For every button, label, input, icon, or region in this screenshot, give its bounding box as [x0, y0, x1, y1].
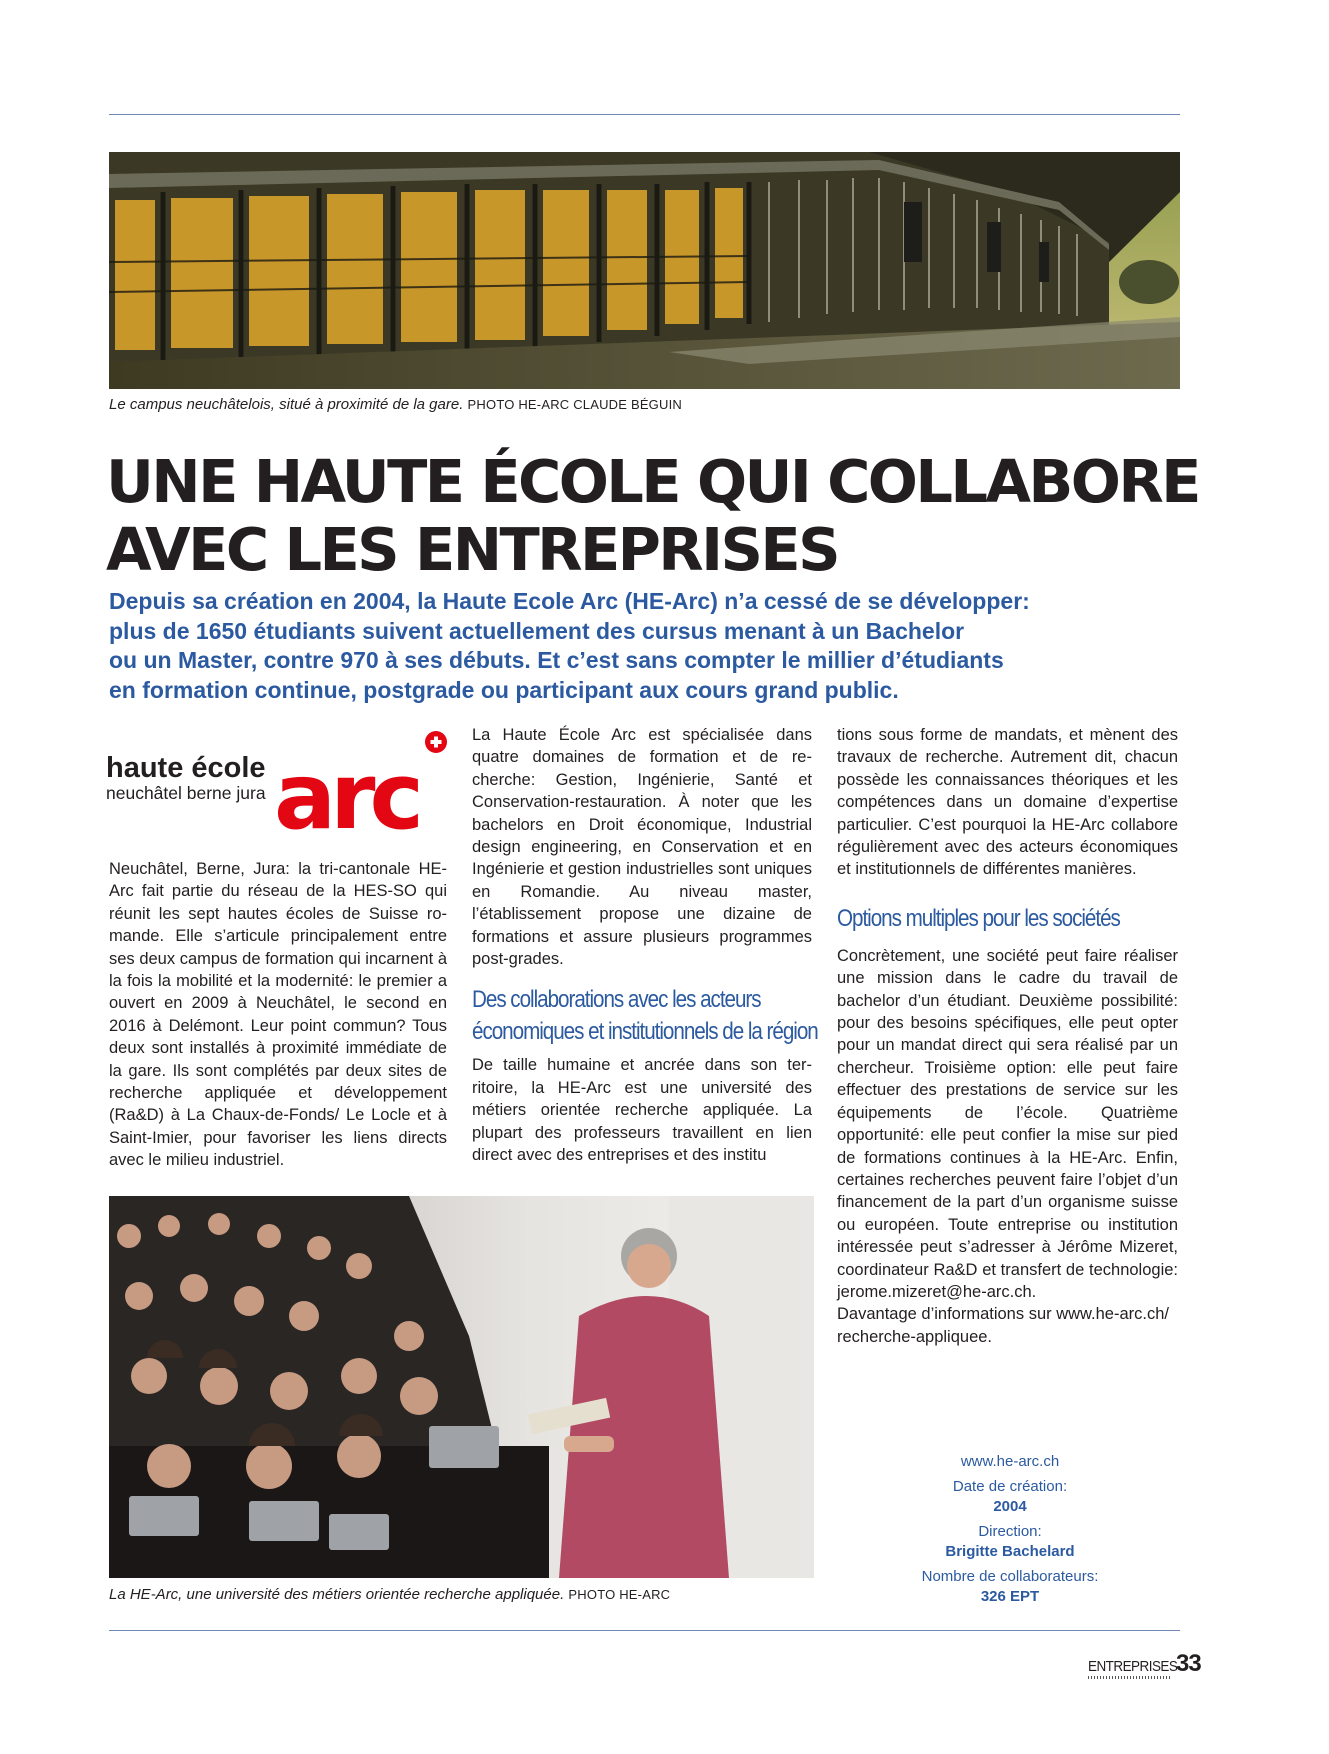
column-2-paragraph-1: La Haute École Arc est spécialisée dans quatre domaines de formation et de recherche: Gestion, Ingénierie, Santé et Conservation-restauration. À noter que les bachelors en Droit économique, Industrial design engineering, en Conservation et en Ingénierie et gestion industrielles sont uniques en Romandie. Au niveau master, l’établissement propose une dizaine de formations et assure plusieurs programmes post-grades. [472, 726, 812, 969]
logo-mark: arc [274, 743, 418, 840]
column-2-paragraph-2: De taille humaine et ancrée dans son territoire, la HE-Arc est une université des métiers orientée recherche appliquée. La plupart des professeurs travaillent en lien direct avec des entreprises et des institu [472, 1056, 812, 1165]
staff-label: Nombre de collaborateurs: [921, 1567, 1099, 1585]
logo-line-1: haute école [106, 752, 266, 784]
footer-dots [1088, 1676, 1172, 1679]
headline-line-2: AVEC LES ENTREPRISES [106, 515, 838, 584]
photo-credit: PHOTO HE-ARC CLAUDE BÉGUIN [467, 397, 682, 412]
caption-text: La HE-Arc, une université des métiers orientée recherche appliquée. [109, 1586, 565, 1603]
direction-value: Brigitte Bachelard [945, 1543, 1075, 1560]
founded-value: 2004 [993, 1498, 1027, 1515]
subhead-collaborations [472, 984, 818, 1048]
photo-credit: PHOTO HE-ARC [568, 1587, 671, 1602]
lead-paragraph [109, 587, 1119, 705]
more-info-line-2: recherche-appliquee. [837, 1327, 993, 1346]
website-link[interactable]: www.he-arc.ch [960, 1453, 1060, 1470]
logo-graphic [106, 730, 452, 840]
lead-line-4: en formation continue, postgrade ou participant aux cours grand public. [109, 676, 899, 703]
lecture-hall-photo [109, 1196, 814, 1578]
column-2 [472, 724, 818, 1167]
page-footer [1088, 1650, 1201, 1677]
page-number: 33 [1176, 1650, 1201, 1677]
staff-value: 326 EPT [980, 1588, 1040, 1605]
more-info-line-1: Davantage d’informations sur www.he-arc.ch/ [837, 1305, 1169, 1324]
founded-label: Date de création: [952, 1477, 1068, 1495]
direction-label: Direction: [978, 1522, 1042, 1540]
subhead-line-1: Des collaborations avec les acteurs [472, 986, 761, 1014]
subhead-line-2: économiques et institutionnels de la région [472, 1018, 818, 1046]
headline [106, 448, 1206, 584]
column-3-paragraph-2: Concrètement, une société peut faire réaliser une mission dans le cadre du travail de bachelor d’un étudiant. Deuxième possibilité: pour des besoins spécifiques, elle peut opter pour un mandat direct qui sera réalisé par un chercheur. Troisième option: elle peut faire effectuer des prestations de service sur les équipements de l’école. Quatrième opportunité: elle peut confier la mise sur pied de formations continues à la HE-Arc. Enfin, certaines recherches peuvent faire l’objet d’un financement de la part d’un organisme suisse ou européen. Toute entreprise ou institution intéressée peut s’adresser à Jérôme Mizeret, coordinateur Ra&D et transfert de technologie: jerome.mizeret@he-arc.ch. [837, 946, 1178, 1301]
column-1-paragraph: Neuchâtel, Berne, Jura: la tri-cantonale HE-Arc fait partie du réseau de la HES-SO qui réunit les sept hautes écoles de Suisse romande. Elle s’articule principalement entre ses deux campus de formation qui incarnent à la fois la mobilité et la modernité: le premier a ouvert en 2009 à Neuchâtel, le second en 2016 à Delémont. Leur point commun? Tous deux sont installés à proximité immédiate de la gare. Ils sont complétés par deux sites de recherche appliquée et développement (Ra&D) à La Chaux-de-Fonds/ Le Locle et à Saint-Imier, pour favoriser les liens directs avec le milieu industriel. [109, 860, 447, 1170]
lead-line-3: ou un Master, contre 970 à ses débuts. Et c’est sans compter le millier d’étudiants [109, 647, 1004, 673]
column-3 [837, 724, 1178, 1348]
facts-box [900, 1452, 1120, 1608]
bottom-rule [109, 1630, 1180, 1631]
caption-text: Le campus neuchâtelois, situé à proximité de la gare. [109, 396, 464, 413]
campus-building-photo [109, 152, 1180, 389]
section-name: ENTREPRISES [1088, 1658, 1178, 1675]
lead-line-1: Depuis sa création en 2004, la Haute Ecole Arc (HE-Arc) n’a cessé de se développer: [109, 588, 1030, 614]
top-rule [109, 114, 1180, 115]
column-1 [109, 858, 447, 1172]
lead-line-2: plus de 1650 étudiants suivent actuellement des cursus menant à un Bachelor [109, 617, 965, 644]
bottom-photo-caption [109, 1586, 670, 1603]
column-3-paragraph-3 [837, 1303, 1178, 1348]
logo-line-2: neuchâtel berne jura [106, 783, 266, 803]
top-photo-caption [109, 396, 682, 413]
subhead-options: Options multiples pour les sociétés [837, 904, 1120, 932]
headline-line-1: UNE HAUTE ÉCOLE QUI COLLABORE [106, 447, 1199, 516]
column-3-paragraph-1: tions sous forme de mandats, et mènent des travaux de recherche. Autrement dit, chacun possède les connaissances théoriques et les compétences dans un domaine d’expertise particulier. C’est pourquoi la HE-Arc collabore régulièrement avec des acteurs économiques et institutionnels de différentes manières. [837, 726, 1178, 879]
he-arc-logo [106, 730, 452, 840]
